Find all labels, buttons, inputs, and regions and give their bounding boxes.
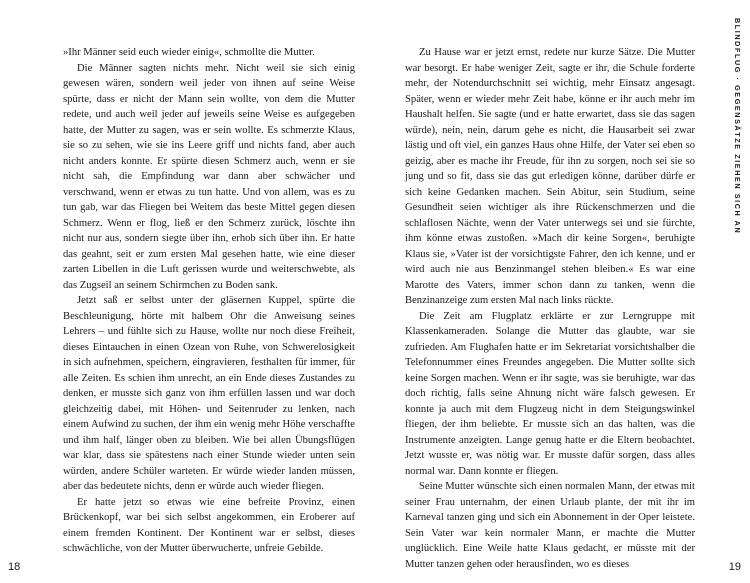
right-page xyxy=(375,0,750,583)
paragraph: Er hatte jetzt so etwas wie eine befreite Provinz, einen Brückenkopf, war bei sich selbst angekommen, ein Eroberer auf einem fremden Kontinent. Der Kontinent war er selbst, dieses schwächliche, von der Mutter überwucherte, unfreie Gebilde. xyxy=(63,496,355,554)
paragraph: Zu Hause war er jetzt ernst, redete nur kurze Sätze. Die Mutter war besorgt. Er habe weniger Zeit, sagte er ihr, die Schule forderte mehr, der Notendurchschnitt sei wichtig, mehr Einsatz angesagt. Später, wenn er wieder mehr Zeit habe, könne er ihr auch mehr im Haushalt helfen. Sie sagte (und er hatte erwartet, dass sie das sagen würde), nein, nein, darum gehe es nicht, die Hausarbeit sei zwar lästig und oft viel, ein ganzes Haus ohne Hilfe, der Vater sei eben so geizig, aber es mache ihr Freude, für ihn zu sorgen, noch sei sie so jung und so fit, dass sie das gut erledigen könne, darüber dürfe er sich keine Gedanken machen. Sein Abitur, sein Studium, seine Gesundheit seien wichtiger als ihre Rückenschmerzen und die schlaflosen Nächte, wenn der Vater unterwegs sei und sie fürchte, ihm könne etwas zustoßen. »Mach dir keine Sorgen«, beruhigte Klaus sie, »Vater ist der vorsichtigste Fahrer, den ich kenne, und er wird auch nie aus Benzinmangel stehen bleiben.« Es war eine Marotte des Vaters, immer schon dann zu tanken, wenn die Benzinanzeige zum ersten Mal nach links rückte. xyxy=(405,47,695,306)
running-head-text: BLINDFLUG · GEGENSÄTZE ZIEHEN SICH AN xyxy=(733,18,742,235)
paragraph: Die Zeit am Flugplatz erklärte er zur Lerngruppe mit Klassenkameraden. Solange die Mutter das glaubte, war sie zufrieden. Am Flughafen hatte er im Sekretariat vorsichtshalber die Telefonnummer eines Freundes angegeben. Die Mutter sollte sich keine Sorgen machen. Wenn er ihr sagte, was sie beruhigte, war das doch richtig, falls seine Ahnung nicht wäre falsch gewesen. Er konnte ja auch mit dem Flugzeug nicht in dem Steigungswinkel fliegen, der ihm beliebte. Er musste sich an das halten, was die Instrumente anzeigten. Lange genug hatte er die Eltern beobachtet. Jetzt wusste er, was nötig war. Er musste dafür sorgen, dass alles normal war. Dann konnte er fliegen. xyxy=(405,310,695,477)
right-page-text xyxy=(405,45,695,572)
left-page-text xyxy=(63,45,355,557)
paragraph: »Ihr Männer seid euch wieder einig«, schmollte die Mutter. xyxy=(63,47,315,58)
page-number-right: 19 xyxy=(728,561,741,573)
paragraph: Jetzt saß er selbst unter der gläsernen Kuppel, spürte die Beschleunigung, hörte mit halbem Ohr die Anweisung seines Lehrers – und fühlte sich zu Hause, wollte nur noch diese Freiheit, dieses Eintauchen in einen Ozean von Ruhe, von Schwerelosigkeit in sich aufnehmen, speichern, eingravieren, festhalten für immer, für alle Zeiten. Es schien ihm unrecht, an ein Ende dieses Zustandes zu denken, er musste sich ganz von ihm erfüllen lassen und war doch gleichzeitig dabei, mit Höhen- und Seitenruder zu lenken, nach einem Aufwind zu suchen, der ihm ein wenig mehr Höhe verschaffte und ihm half, länger oben zu bleiben. Wie bei allen Übungsflügen war klar, dass sie spätestens nach einer Stunde wieder unten sein würden, andere Schüler warteten. Er würde wieder landen müssen, aber das bedeutete nichts, denn er würde auch wieder fliegen. xyxy=(63,295,355,492)
paragraph: Seine Mutter wünschte sich einen normalen Mann, der etwas mit seiner Frau unternahm, der einen Urlaub plante, der mit ihr im Karneval tanzen ging und sich ein Abonnement in der Oper leistete. Sein Vater war kein normaler Mann, er machte die Mutter unglücklich. Eine Weile hatte Klaus gedacht, er müsste mit der Mutter tanzen gehen oder herausfinden, wo es dieses xyxy=(405,481,695,570)
running-head xyxy=(730,18,744,338)
page-number-left: 18 xyxy=(8,561,21,573)
paragraph: Die Männer sagten nichts mehr. Nicht weil sie sich einig gewesen wären, sondern weil jeder von ihnen auf seine Weise spürte, dass er nicht der Mann sein wollte, von dem die Mutter redete, und auch weil jeder auf jeweils seine Weise es aufgegeben hatte, der Mutter zu sagen, was er sein wollte. Es schmerzte Klaus, sie so zu sehen, wie sie ins Leere griff und nichts fand, aber auch nicht anders konnte. Er spürte diesen Schmerz auch, wenn er sie nicht sah, die Empfindung war dann aber schwächer und verschwand, wenn er etwas zu tun hatte. Und von allem, was es zu tun gab, war das Fliegen bei Weitem das beste Mittel gegen diesen Schmerz. Wenn er flog, ließ er den Schmerz zurück, löschte ihn nicht nur aus, sondern siegte über ihn, erhob sich über ihn. Er hatte das geahnt, seit er zum ersten Mal gesehen hatte, wie eine dieser zarten Libellen in die Luft gerissen wurde und weiterschwebte, als das Zugseil an seinem Schirmchen zu Boden sank. xyxy=(63,62,355,291)
